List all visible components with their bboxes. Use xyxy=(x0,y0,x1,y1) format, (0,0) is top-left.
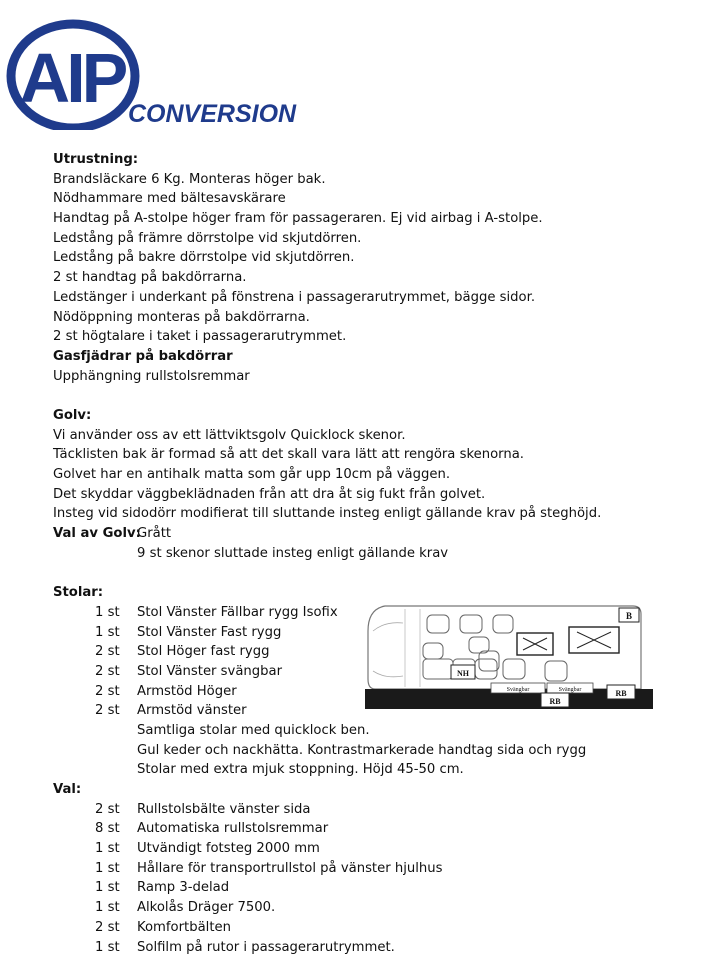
item-qty: 1 st xyxy=(95,900,120,916)
utrustning-line: 2 st högtalare i taket i passagerarutrymmet. xyxy=(53,329,347,345)
item-text: Solfilm på rutor i passagerarutrymmet. xyxy=(137,939,395,955)
utrustning-line: Brandsläckare 6 Kg. Monteras höger bak. xyxy=(53,171,326,187)
label-rb: RB xyxy=(615,689,627,698)
heading-val: Val: xyxy=(53,782,82,797)
val-av-golv-label: Val av Golv: xyxy=(53,526,141,542)
logo-word: CONVERSION xyxy=(128,100,297,128)
golv-line: Golvet har en antihalk matta som går upp 10cm på väggen. xyxy=(53,467,451,482)
utrustning-line: Ledstång på bakre dörrstolpe vid skjutdörren. xyxy=(53,250,355,266)
item-qty: 1 st xyxy=(95,939,120,955)
val-av-golv-note: 9 st skenor sluttade insteg enligt gällande krav xyxy=(137,545,449,561)
label-rb: RB xyxy=(549,697,561,706)
document-body xyxy=(53,150,693,957)
golv-line: Det skyddar väggbeklädnaden från att dra åt sig fukt från golvet. xyxy=(53,486,486,502)
item-text: Armstöd Höger xyxy=(137,683,237,699)
vehicle-floor-plan xyxy=(365,601,653,711)
item-qty: 1 st xyxy=(95,624,120,640)
item-qty: 2 st xyxy=(95,919,120,935)
stolar-note: Samtliga stolar med quicklock ben. xyxy=(137,722,370,738)
item-qty: 2 st xyxy=(95,683,120,699)
stolar-note: Stolar med extra mjuk stoppning. Höjd 45-50 cm. xyxy=(137,762,464,778)
golv-line: Täcklisten bak är formad så att det skall vara lätt att rengöra skenorna. xyxy=(53,447,524,463)
item-qty: 2 st xyxy=(95,801,120,817)
list-item xyxy=(53,819,693,839)
item-qty: 2 st xyxy=(95,644,120,660)
item-qty: 2 st xyxy=(95,703,120,719)
item-text: Stol Vänster Fast rygg xyxy=(137,624,282,640)
list-item xyxy=(53,800,693,820)
label-svangbar: Svängbar xyxy=(506,687,530,693)
item-qty: 1 st xyxy=(95,860,120,876)
item-text: Armstöd vänster xyxy=(137,703,247,719)
item-text: Komfortbälten xyxy=(137,919,231,935)
item-qty: 1 st xyxy=(95,604,120,620)
utrustning-line: Nödhammare med bältesavskärare xyxy=(53,191,286,207)
utrustning-line: Handtag på A-stolpe höger fram för passageraren. Ej vid airbag i A-stolpe. xyxy=(53,211,543,227)
val-av-golv-row xyxy=(53,524,693,544)
list-item xyxy=(53,918,693,938)
utrustning-line: 2 st handtag på bakdörrarna. xyxy=(53,270,247,286)
list-item xyxy=(53,859,693,879)
aip-conversion-logo xyxy=(6,18,346,130)
item-qty: 2 st xyxy=(95,663,120,679)
val-av-golv-value: Grått xyxy=(137,526,172,542)
golv-line: Vi använder oss av ett lättviktsgolv Quicklock skenor. xyxy=(53,427,406,443)
item-qty: 8 st xyxy=(95,821,120,837)
list-item xyxy=(53,938,693,958)
label-svangbar: Svängbar xyxy=(558,687,582,693)
item-text: Automatiska rullstolsremmar xyxy=(137,821,329,837)
list-item xyxy=(53,898,693,918)
item-text: Stol Vänster svängbar xyxy=(137,663,283,679)
heading-stolar: Stolar: xyxy=(53,585,104,601)
utrustning-line: Upphängning rullstolsremmar xyxy=(53,368,250,384)
utrustning-line: Ledstänger i underkant på fönstrena i passagerarutrymmet, bägge sidor. xyxy=(53,289,536,305)
item-text: Hållare för transportrullstol på vänster hjulhus xyxy=(137,860,443,876)
item-text: Rullstolsbälte vänster sida xyxy=(137,801,311,817)
item-text: Stol Vänster Fällbar rygg Isofix xyxy=(137,604,338,620)
list-item xyxy=(53,878,693,898)
utrustning-line: Ledstång på främre dörrstolpe vid skjutdörren. xyxy=(53,230,362,246)
label-b: B xyxy=(625,611,633,621)
heading-utrustning: Utrustning: xyxy=(53,152,139,167)
utrustning-bold-line: Gasfjädrar på bakdörrar xyxy=(53,348,233,364)
stolar-note: Gul keder och nackhätta. Kontrastmarkerade handtag sida och rygg xyxy=(137,742,587,758)
label-nh: NH xyxy=(457,669,469,678)
logo-letters: AIP xyxy=(19,39,125,117)
heading-golv: Golv: xyxy=(53,407,92,423)
item-text: Stol Höger fast rygg xyxy=(137,644,270,660)
item-text: Ramp 3-delad xyxy=(137,880,230,896)
item-qty: 1 st xyxy=(95,841,120,857)
golv-line: Insteg vid sidodörr modifierat till sluttande insteg enligt gällande krav på steghöjd. xyxy=(53,506,602,522)
item-qty: 1 st xyxy=(95,880,120,896)
item-text: Utvändigt fotsteg 2000 mm xyxy=(137,841,320,857)
item-text: Alkolås Dräger 7500. xyxy=(137,900,276,916)
utrustning-line: Nödöppning monteras på bakdörrarna. xyxy=(53,309,310,325)
list-item xyxy=(53,839,693,859)
